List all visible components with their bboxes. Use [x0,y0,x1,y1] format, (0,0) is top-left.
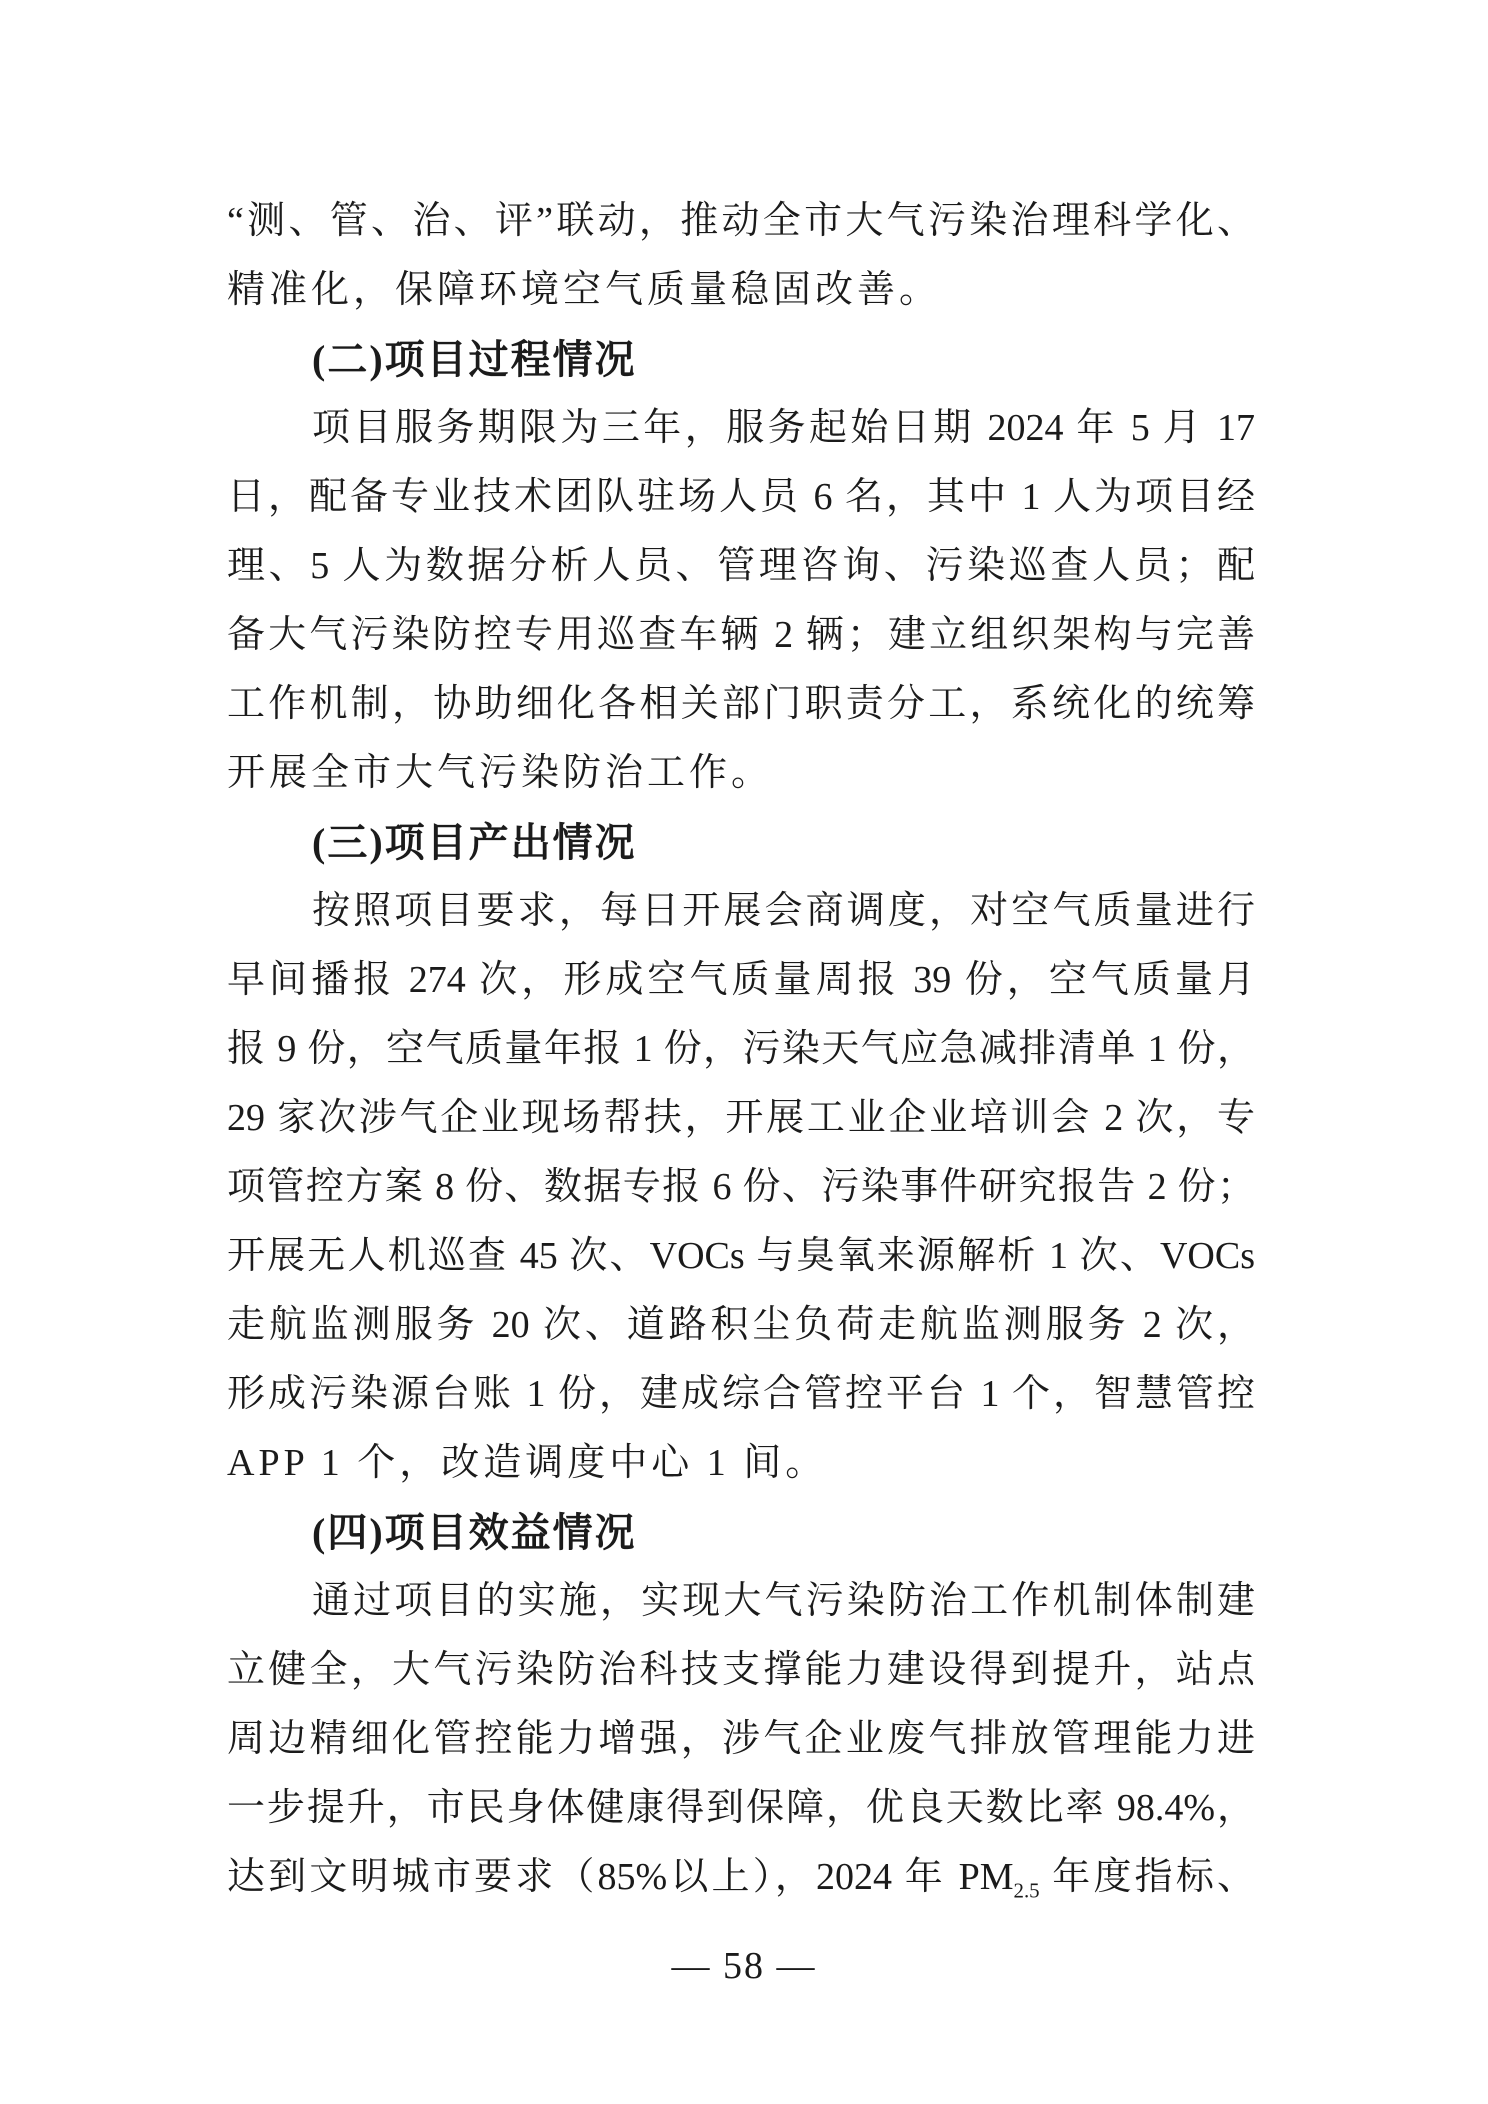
section-heading-2: (二)项目过程情况 [312,337,637,382]
paragraph-line: 29 家次涉气企业现场帮扶，开展工业企业培训会 2 次，专 [227,1097,1255,1139]
paragraph-line: 开展无人机巡查 45 次、VOCs 与臭氧来源解析 1 次、VOCs [227,1235,1255,1277]
paragraph-line: 项管控方案 8 份、数据专报 6 份、污染事件研究报告 2 份； [227,1166,1255,1208]
paragraph-line: APP 1 个，改造调度中心 1 间。 [227,1442,828,1484]
paragraph-line: 精准化，保障环境空气质量稳固改善。 [227,269,942,311]
paragraph-line: 日，配备专业技术团队驻场人员 6 名，其中 1 人为项目经 [227,476,1255,518]
paragraph-line: 走航监测服务 20 次、道路积尘负荷走航监测服务 2 次， [227,1304,1255,1346]
pm25-subscript: 2.5 [1013,1878,1040,1903]
paragraph-line: 按照项目要求，每日开展会商调度，对空气质量进行 [312,890,1255,932]
section-heading-4: (四)项目效益情况 [312,1510,637,1555]
paragraph-line: 立健全，大气污染防治科技支撑能力建设得到提升，站点 [227,1649,1255,1691]
paragraph-line: 备大气污染防控专用巡查车辆 2 辆；建立组织架构与完善 [227,614,1255,656]
section-heading-3: (三)项目产出情况 [312,820,637,865]
paragraph-line: 理、5 人为数据分析人员、管理咨询、污染巡查人员；配 [227,545,1255,587]
paragraph-line: 通过项目的实施，实现大气污染防治工作机制体制建 [312,1580,1255,1622]
paragraph-text: 达到文明城市要求（85%以上），2024 年 PM [227,1856,1014,1898]
paragraph-text: 年度指标、 [1039,1856,1255,1898]
page-number: — 58 — [671,1945,817,1987]
paragraph-line: 开展全市大气污染防治工作。 [227,752,774,794]
page-body-text [227,187,1255,1912]
paragraph-line: 工作机制，协助细化各相关部门职责分工，系统化的统筹 [227,683,1255,725]
paragraph-line: 早间播报 274 次，形成空气质量周报 39 份，空气质量月 [227,959,1255,1001]
paragraph-line: 项目服务期限为三年，服务起始日期 2024 年 5 月 17 [312,407,1255,449]
paragraph-line: 形成污染源台账 1 份，建成综合管控平台 1 个，智慧管控 [227,1373,1255,1415]
paragraph-line: 报 9 份，空气质量年报 1 份，污染天气应急减排清单 1 份， [227,1028,1255,1070]
paragraph-line: 一步提升，市民身体健康得到保障，优良天数比率 98.4%， [227,1787,1255,1829]
paragraph-line-pm25 [227,1843,1255,1912]
paragraph-line: “测、管、治、评”联动，推动全市大气污染治理科学化、 [227,200,1255,242]
paragraph-line: 周边精细化管控能力增强，涉气企业废气排放管理能力进 [227,1718,1255,1760]
